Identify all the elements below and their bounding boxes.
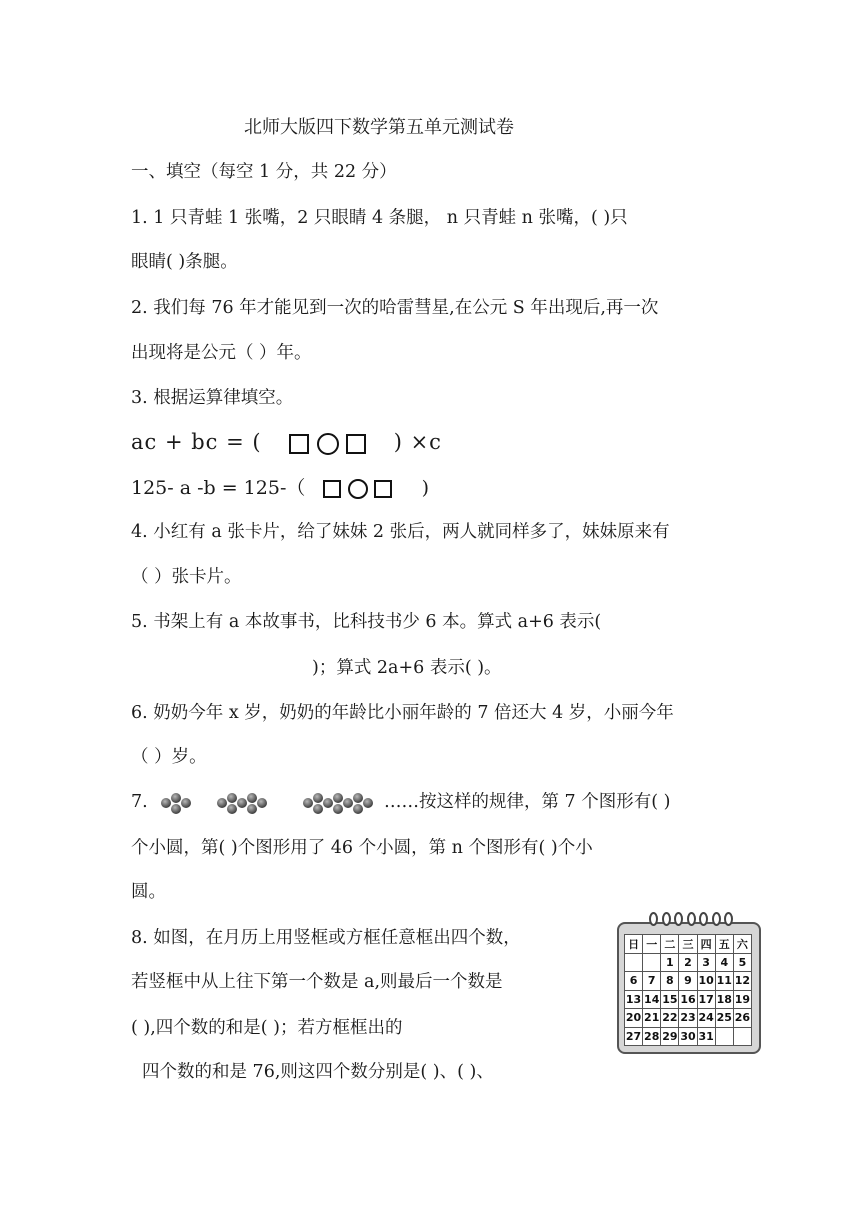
equation-2 — [131, 476, 429, 500]
calendar-day-cell: 6 — [625, 972, 642, 990]
ring-icon — [699, 912, 708, 926]
calendar-illustration — [617, 912, 763, 1056]
square-symbol — [346, 434, 366, 454]
question-5-line-2: )；算式 2a+6 表示( )。 — [312, 658, 502, 678]
calendar-weekday-header: 日 — [625, 935, 642, 953]
calendar-day-cell: 26 — [734, 1009, 751, 1027]
calendar-day-cell: 16 — [679, 991, 696, 1009]
question-7-line-1: ……按这样的规律，第 7 个图形有( ) — [384, 792, 671, 812]
question-4-line-1: 4. 小红有 a 张卡片，给了妹妹 2 张后，两人就同样多了，妹妹原来有 — [131, 522, 670, 542]
question-8-line-2: 若竖框中从上往下第一个数是 a,则最后一个数是 — [131, 972, 503, 992]
question-2-line-1: 2. 我们每 76 年才能见到一次的哈雷彗星,在公元 S 年出现后,再一次 — [131, 298, 659, 318]
question-8-line-3: ( ),四个数的和是( )；若方框框出的 — [131, 1018, 403, 1038]
circle-symbol — [317, 433, 339, 455]
dot-figure-1 — [161, 793, 191, 814]
calendar-day-cell: 11 — [716, 972, 733, 990]
question-8-line-4: 四个数的和是 76,则这四个数分别是( )、( )、 — [142, 1062, 494, 1082]
calendar-day-cell: 2 — [679, 954, 696, 972]
calendar-day-cell — [625, 954, 642, 972]
question-1-line-2: 眼睛( )条腿。 — [131, 252, 238, 272]
calendar-day-cell: 14 — [643, 991, 660, 1009]
ring-icon — [649, 912, 658, 926]
question-8-line-1: 8. 如图，在月历上用竖框或方框任意框出四个数， — [131, 928, 521, 948]
calendar-day-cell: 9 — [679, 972, 696, 990]
ring-icon — [687, 912, 696, 926]
calendar-day-cell: 1 — [661, 954, 678, 972]
ring-icon — [662, 912, 671, 926]
calendar-day-cell — [643, 954, 660, 972]
page-title: 北师大版四下数学第五单元测试卷 — [244, 117, 514, 138]
calendar-day-cell — [716, 1028, 733, 1046]
ring-icon — [724, 912, 733, 926]
calendar-weekday-header: 二 — [661, 935, 678, 953]
question-7-line-3: 圆。 — [131, 882, 166, 902]
dot-figure-2 — [217, 793, 267, 814]
calendar-day-cell — [734, 1028, 751, 1046]
section-heading: 一、填空（每空 1 分，共 22 分） — [131, 162, 397, 182]
equation-2-left: 125- a -b = 125-（ — [131, 477, 306, 499]
calendar-day-cell: 10 — [698, 972, 715, 990]
calendar-day-cell: 31 — [698, 1028, 715, 1046]
ring-icon — [674, 912, 683, 926]
calendar-weekday-header: 一 — [643, 935, 660, 953]
question-6-line-1: 6. 奶奶今年 x 岁，奶奶的年龄比小丽年龄的 7 倍还大 4 岁，小丽今年 — [131, 703, 674, 723]
calendar-day-cell: 19 — [734, 991, 751, 1009]
calendar-day-cell: 22 — [661, 1009, 678, 1027]
calendar-weekday-header: 五 — [716, 935, 733, 953]
calendar-day-cell: 17 — [698, 991, 715, 1009]
equation-2-right: ) — [421, 477, 430, 499]
equation-1-left: ac + bc = ( — [131, 430, 262, 454]
question-5-line-1: 5. 书架上有 a 本故事书，比科技书少 6 本。算式 a+6 表示( — [131, 612, 602, 632]
dot-pattern-figures — [150, 786, 390, 822]
calendar-day-cell: 8 — [661, 972, 678, 990]
calendar-day-cell: 20 — [625, 1009, 642, 1027]
equation-1-right: ) ×c — [393, 430, 442, 454]
question-1-line-1: 1. 1 只青蛙 1 张嘴，2 只眼睛 4 条腿， n 只青蛙 n 张嘴，( )只 — [131, 208, 628, 228]
calendar-day-cell: 29 — [661, 1028, 678, 1046]
calendar-day-cell: 30 — [679, 1028, 696, 1046]
calendar-day-cell: 7 — [643, 972, 660, 990]
question-6-line-2: （ ）岁。 — [131, 747, 207, 767]
calendar-weekday-header: 三 — [679, 935, 696, 953]
calendar-day-cell: 5 — [734, 954, 751, 972]
calendar-day-cell: 18 — [716, 991, 733, 1009]
square-symbol — [374, 480, 392, 498]
calendar-day-cell: 27 — [625, 1028, 642, 1046]
calendar-weekday-header: 四 — [698, 935, 715, 953]
equation-1 — [131, 430, 442, 455]
calendar-day-cell: 4 — [716, 954, 733, 972]
calendar-weekday-header: 六 — [734, 935, 751, 953]
calendar-day-cell: 21 — [643, 1009, 660, 1027]
question-7-line-2: 个小圆，第( )个图形用了 46 个小圆，第 n 个图形有( )个小 — [131, 838, 593, 858]
calendar-day-cell: 23 — [679, 1009, 696, 1027]
calendar-rings — [649, 912, 733, 930]
calendar-day-cell: 15 — [661, 991, 678, 1009]
circle-symbol — [348, 479, 368, 499]
calendar-day-cell: 12 — [734, 972, 751, 990]
calendar-day-cell: 28 — [643, 1028, 660, 1046]
ring-icon — [712, 912, 721, 926]
square-symbol — [289, 434, 309, 454]
question-3-line-1: 3. 根据运算律填空。 — [131, 388, 294, 408]
square-symbol — [323, 480, 341, 498]
calendar-grid — [624, 934, 752, 1046]
calendar-day-cell: 3 — [698, 954, 715, 972]
question-7-number: 7. — [131, 792, 148, 812]
question-2-line-2: 出现将是公元（ ）年。 — [131, 343, 312, 363]
calendar-day-cell: 13 — [625, 991, 642, 1009]
dot-figure-3 — [303, 793, 373, 814]
calendar-day-cell: 25 — [716, 1009, 733, 1027]
question-4-line-2: （ ）张卡片。 — [131, 567, 242, 587]
calendar-day-cell: 24 — [698, 1009, 715, 1027]
